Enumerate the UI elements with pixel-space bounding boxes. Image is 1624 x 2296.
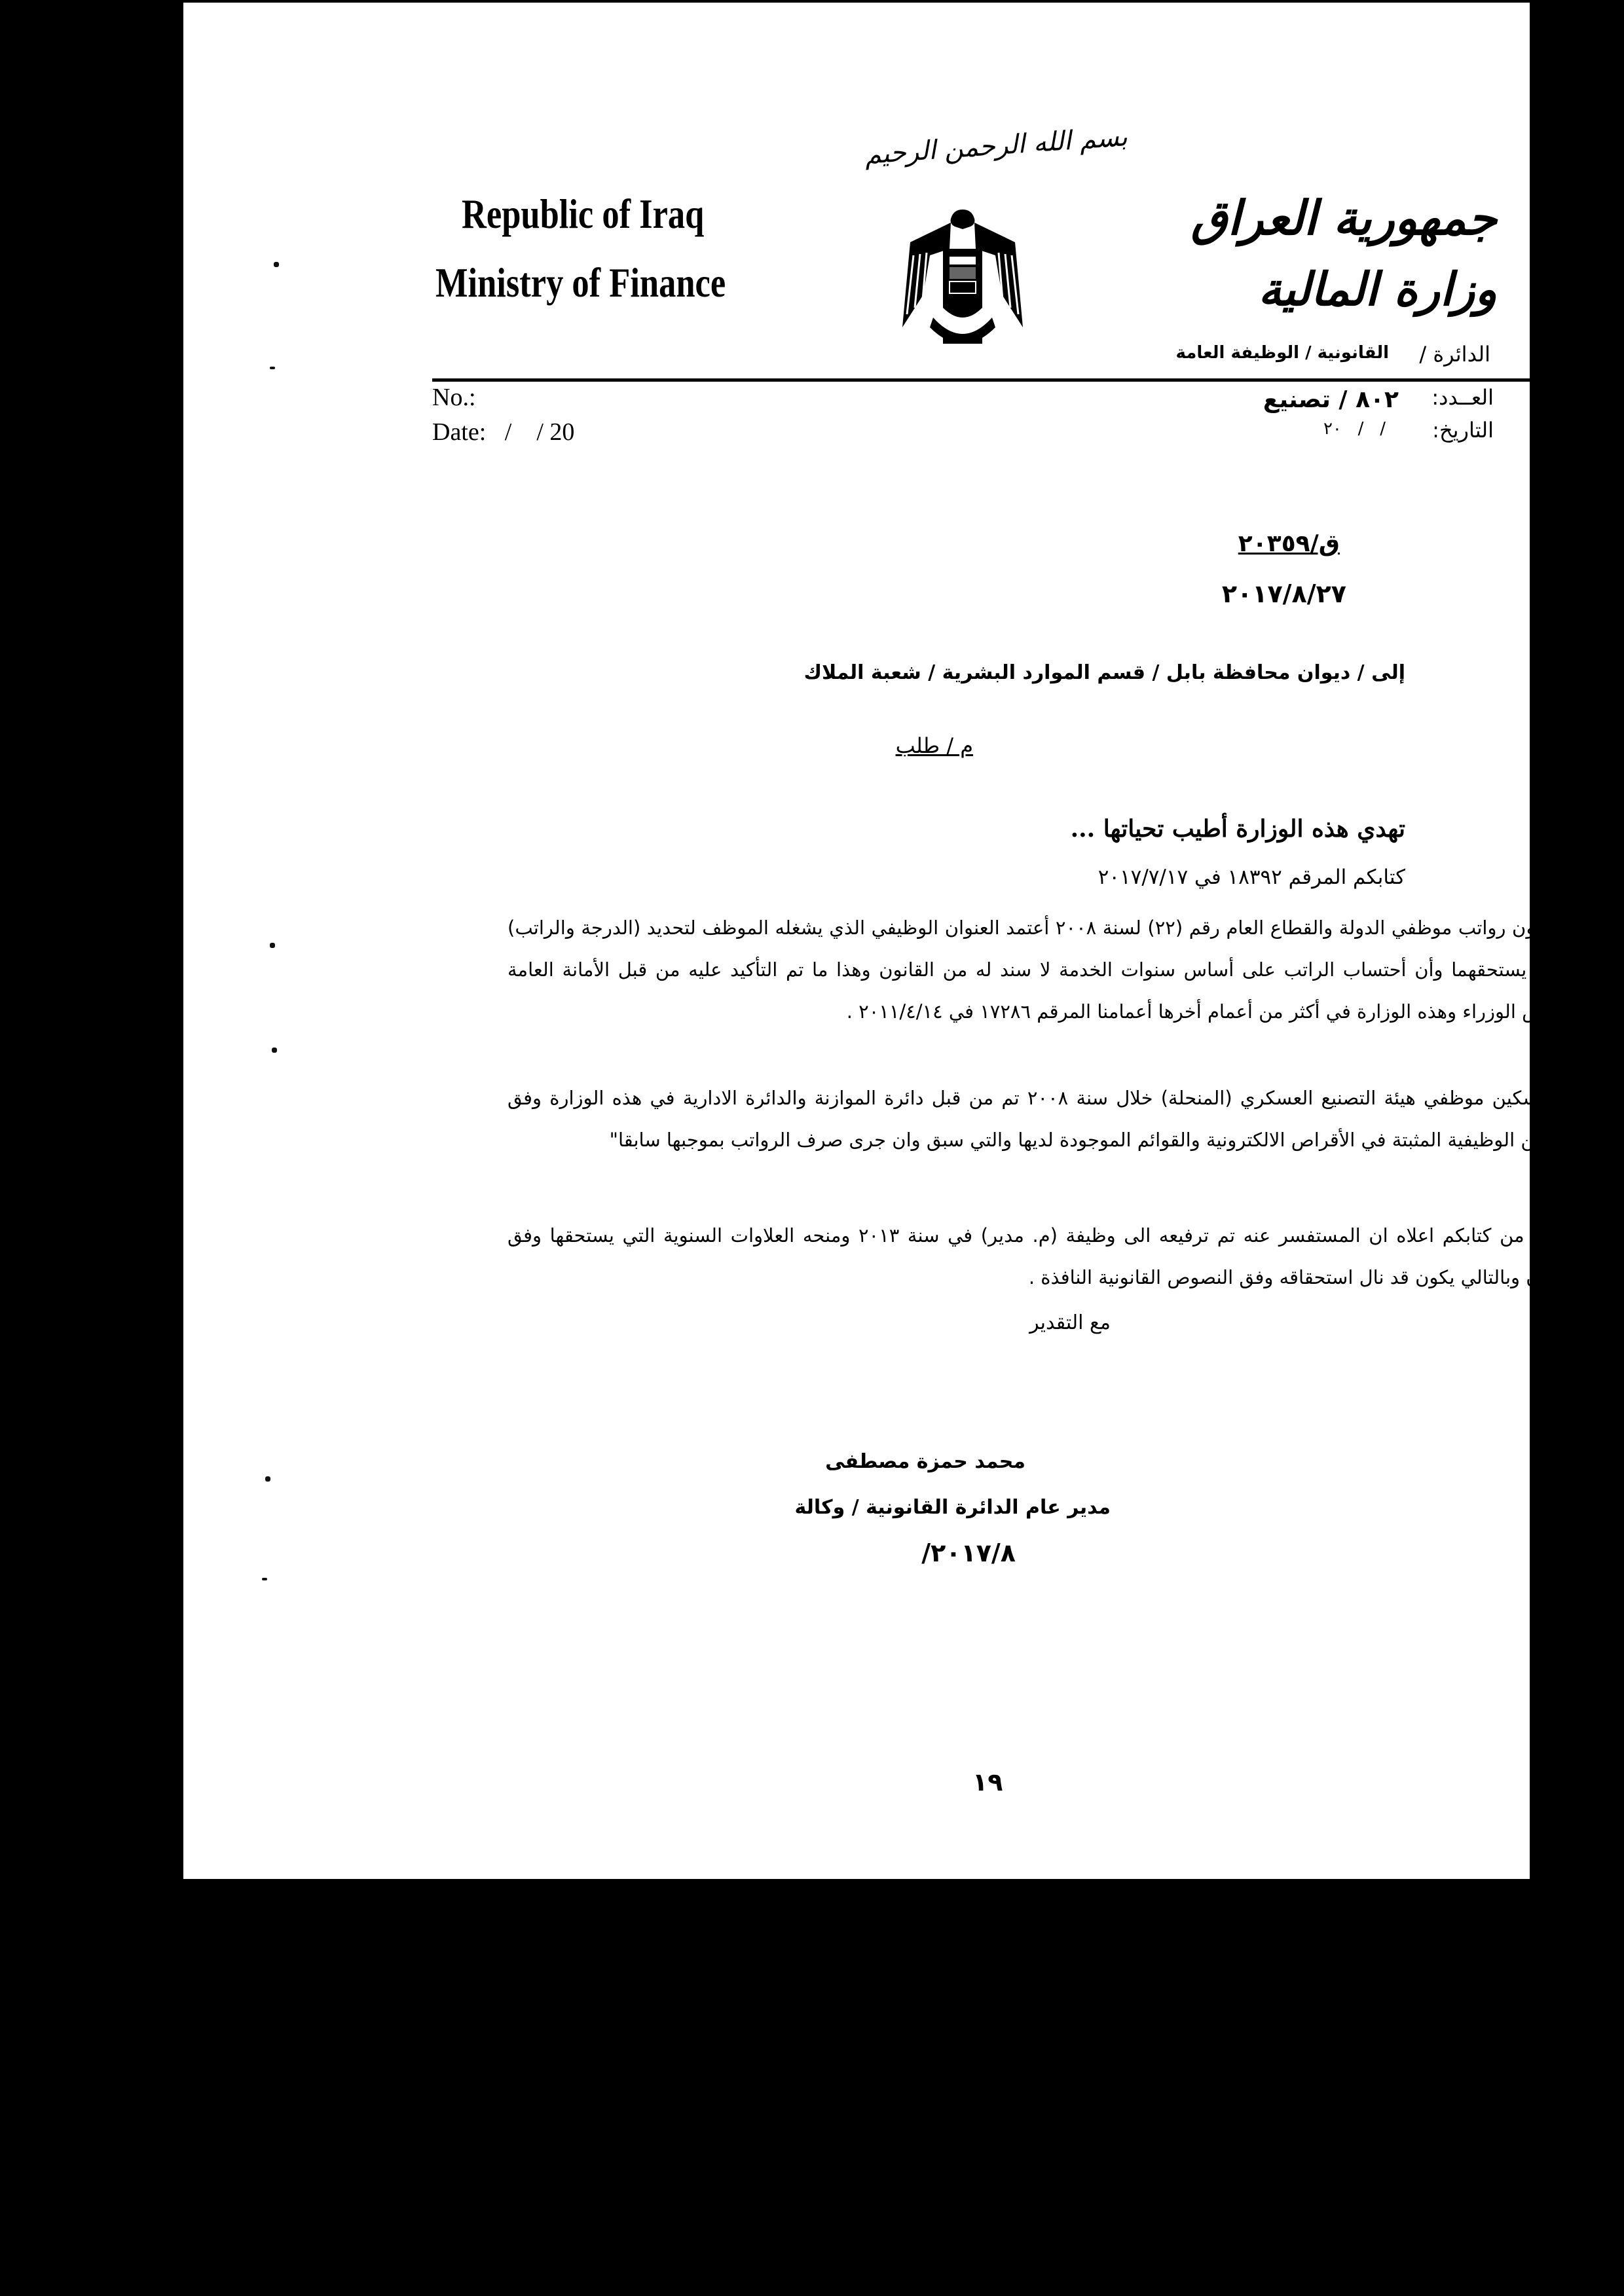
stamp-date: ٢٠١٧/٨/٢٧ (1221, 579, 1346, 608)
ar-date-value: / / ٢٠ (1323, 419, 1386, 439)
signature-date: ٢٠١٧/٨/ (921, 1539, 1016, 1567)
en-number-label: No.: (432, 384, 476, 411)
signatory-name: محمد حمزة مصطفى (825, 1450, 1025, 1473)
scan-mark (270, 367, 275, 369)
signatory-title: مدير عام الدائرة القانونية / وكالة (794, 1496, 1111, 1519)
paragraph-1: أن قانون رواتب موظفي الدولة والقطاع العام رقم (٢٢) لسنة ٢٠٠٨ أعتمد العنوان الوظيفي الذي يشغله الموظف لتحديد (الدرجة والراتب) اللذان يستحقهما وأن أحتساب الراتب على أساس سنوات الخدمة لا سند له من القانون وهذا ما تم التأكيد عليه من قبل الأمانة العامة لمجلس الوزراء وهذه الوزارة في أكثر من أعمام أخرها أعمامنا المرقم ١٧٢٨٦ في ٢٠١١/٤/١٤ . (507, 917, 1582, 1023)
department-label: الدائرة / (1419, 342, 1490, 367)
greeting-line: تهدي هذه الوزارة أطيب تحياتها ... (1070, 815, 1405, 843)
en-date-label: Date: / / 20 (432, 418, 575, 446)
basmala: بسم الله الرحمن الرحيم (863, 122, 1129, 170)
header-divider (432, 378, 1624, 382)
document-page (183, 0, 1582, 1879)
stamp-number: ق/٢٠٣٥٩ (1238, 530, 1340, 557)
top-border-line (183, 0, 1530, 3)
subject-line: م / طلب (895, 733, 973, 758)
ar-country-title: جمهورية العراق (1190, 190, 1497, 246)
scan-mark (272, 1048, 277, 1053)
ar-number-label: العــدد: (1431, 385, 1494, 410)
paragraph-2: وان تسكين موظفي هيئة التصنيع العسكري (المنحلة) خلال سنة ٢٠٠٨ تم من قبل دائرة الموازنة والدائرة الادارية في هذه الوزارة وفق العناوين الوظيفية المثبتة في الأقراص الالكترونية والقوائم الموجودة لديها والتي سبق وان جرى صرف الرواتب بموجبها سابقا" (507, 1087, 1581, 1151)
en-ministry-title: Ministry of Finance (435, 259, 726, 306)
ar-ministry-title: وزارة المالية (1258, 262, 1497, 316)
department-value: القانونية / الوظيفة العامة (1175, 343, 1389, 363)
ar-date-label: التاريخ: (1432, 418, 1494, 443)
scan-mark (270, 943, 275, 948)
scan-mark (262, 1578, 267, 1580)
paragraph-3: ويتضح من كتابكم اعلاه ان المستفسر عنه تم ترفيعه الى وظيفة (م. مدير) في سنة ٢٠١٣ ومنحه العلاوات السنوية التي يستحقها وفق القانون وبالتالي يكون قد نال استحقاقه وفق النصوص القانونية النافذة . (507, 1224, 1581, 1288)
closing-line: مع التقدير (1029, 1311, 1111, 1334)
en-country-title: Republic of Iraq (462, 191, 705, 237)
scan-mark (265, 1476, 270, 1482)
page-number: ١٩ (972, 1768, 1003, 1796)
scan-mark (274, 262, 279, 267)
reference-line: كتابكم المرقم ١٨٣٩٢ في ٢٠١٧/٧/١٧ (1098, 866, 1405, 889)
recipient-line: إلى / ديوان محافظة بابل / قسم الموارد البشرية / شعبة الملاك (803, 661, 1405, 684)
iraq-eagle-emblem-icon (897, 196, 1028, 357)
ar-number-value: ٨٠٢ / تصنيع (1263, 386, 1399, 413)
